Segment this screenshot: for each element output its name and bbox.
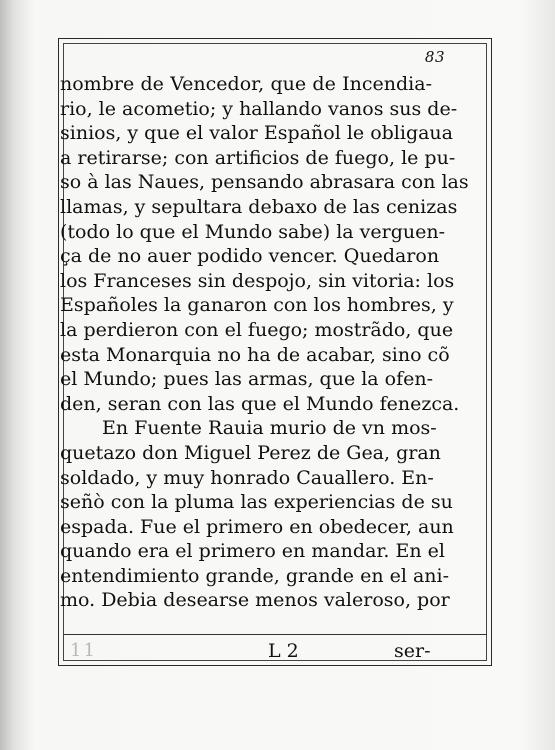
text-line: (todo lo que el Mundo sabe) la verguen- [60, 220, 446, 243]
signature-mark: L 2 [268, 640, 299, 662]
text-line: soldado, y muy honrado Cauallero. En- [60, 466, 434, 489]
text-line: entendimiento grande, grande en el ani- [60, 564, 450, 587]
text-line: ça de no auer podido vencer. Quedaron [60, 245, 440, 268]
text-line: los Franceses sin despojo, sin vitoria: los [60, 269, 455, 292]
text-line: sinios, y que el valor Español le obligaua [60, 122, 453, 145]
text-line: el Mundo; pues las armas, que la ofen- [60, 368, 434, 391]
text-line: rio, le acometio; y hallando vanos sus de- [60, 97, 458, 120]
text-line: so à las Naues, pensando abrasara con las [60, 171, 469, 194]
text-line: señò con la pluma las experiencias de su [60, 491, 453, 514]
text-line: espada. Fue el primero en obedecer, aun [60, 515, 454, 538]
page-number: 83 [424, 48, 445, 66]
text-line: esta Monarquia no ha de acabar, sino cõ [60, 343, 450, 366]
text-line: quetazo don Miguel Perez de Gea, gran [60, 441, 441, 464]
catchword: ser- [394, 640, 431, 662]
text-line: den, seran con las que el Mundo fenezca. [60, 392, 460, 415]
body-text [60, 72, 469, 613]
bleed-through-mark: 11 [70, 640, 97, 661]
text-line: a retirarse; con artificios de fuego, le pu- [60, 146, 456, 169]
footer-rule [63, 634, 487, 635]
paragraph-start-line: En Fuente Rauia murio de vn mos- [102, 417, 437, 440]
text-line: mo. Debia desearse menos valeroso, por [60, 589, 450, 612]
text-line: llamas, y sepultara debaxo de las cenizas [60, 195, 458, 218]
text-line: la perdieron con el fuego; mostrãdo, que [60, 318, 454, 341]
text-line: Españoles la ganaron con los hombres, y [60, 294, 454, 317]
text-line: quando era el primero en mandar. En el [60, 540, 445, 563]
text-line: nombre de Vencedor, que de Incendia- [60, 73, 432, 95]
